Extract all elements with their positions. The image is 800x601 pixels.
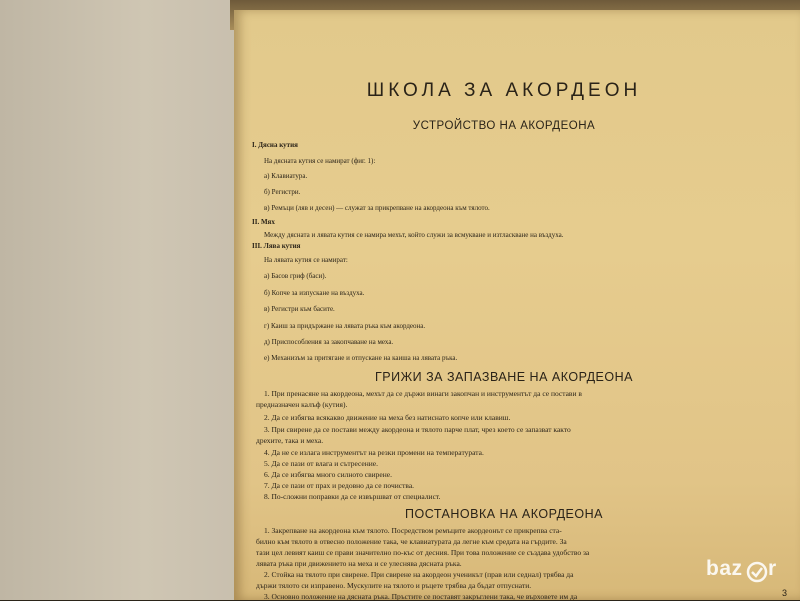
shield-icon xyxy=(746,561,768,583)
list-item: б) Копче за изпускане на въздуха. xyxy=(264,289,365,297)
list-item: 8. По-сложни поправки да се извършват от специалист. xyxy=(264,492,441,501)
list-item: а) Клавиатура. xyxy=(264,172,308,180)
text-line: тази цел левият каиш се прави значително по-къс от десния. При това положение се създава удобство за xyxy=(256,548,590,557)
text-line: На лявата кутия се намират: xyxy=(264,256,348,264)
list-item: д) Приспособления за закопчаване на меха. xyxy=(264,338,394,346)
text-line: лявата ръка при движението на меха и се улеснява дясната ръка. xyxy=(256,559,462,568)
text-line: Между дясната и лявата кутия се намира мехът, който служи за всмукване и изтласкване на въздуха. xyxy=(264,231,564,239)
list-item: 1. При пренасяне на акордеона, мехът да се държи винаги закопчан и инструментът да се постави в xyxy=(264,389,582,398)
section-heading-care: ГРИЖИ ЗА ЗАПАЗВАНЕ НА АКОРДЕОНА xyxy=(375,370,633,384)
list-item: 5. Да се пази от влага и сътресение. xyxy=(264,459,378,468)
subsection-bellows: II. Мях xyxy=(252,218,275,226)
text-line: държи тялото си изправено. Мускулите на тялото и ръцете трябва да бъдат отпуснати. xyxy=(256,581,532,590)
book-page xyxy=(234,10,800,600)
section-heading-posture: ПОСТАНОВКА НА АКОРДЕОНА xyxy=(405,507,603,521)
text-line: На дясната кутия се намират (фиг. 1): xyxy=(264,157,376,165)
text-line: 2. Стойка на тялото при свирене. При свирене на акордеон ученикът (прав или седнал) трябва да xyxy=(264,570,574,579)
text-line: 3. Основно положение на дясната ръка. Пръстите се поставят закръглени така, че върховете им да xyxy=(264,592,578,601)
subsection-right-box: I. Дясна кутия xyxy=(252,141,298,149)
background-left xyxy=(0,0,240,600)
list-item: 7. Да се пази от прах и редовно да се почиства. xyxy=(264,481,415,490)
text-line: 1. Закрепване на акордеона към тялото. Посредством ремъците акордеонът се прикрепва ста- xyxy=(264,526,562,535)
list-item: 2. Да се избягва всякакво движение на меха без натиснато копче или клавиш. xyxy=(264,413,511,422)
text-line: билно към тялото в отвесно положение така, че клавиатурата да легне към средата на гърдите. За xyxy=(256,537,567,546)
list-item: а) Басов гриф (баси). xyxy=(264,272,327,280)
list-item: 6. Да се избягва много силното свирене. xyxy=(264,470,392,479)
text-line: дрехите, така и меха. xyxy=(256,436,324,445)
list-item: в) Ремъци (ляв и десен) — служат за прикрепване на акордеона към тялото. xyxy=(264,204,490,212)
watermark-logo: baz r xyxy=(706,555,788,589)
list-item: 4. Да не се излага инструментът на резки промени на температурата. xyxy=(264,448,484,457)
list-item: е) Механизъм за притягане и отпускане на каиша на лявата ръка. xyxy=(264,354,458,362)
text-line: предназначен калъф (кутия). xyxy=(256,400,348,409)
page-number: 3 xyxy=(782,588,788,598)
page-title: ШКОЛА ЗА АКОРДЕОН xyxy=(366,80,642,101)
section-heading-structure: УСТРОЙСТВО НА АКОРДЕОНА xyxy=(412,120,596,132)
list-item: в) Регистри към басите. xyxy=(264,305,335,313)
list-item: б) Регистри. xyxy=(264,188,301,196)
subsection-left-box: III. Лява кутия xyxy=(252,242,301,250)
list-item: 3. При свирене да се постави между акордеона и тялото парче плат, чрез което се запазват както xyxy=(264,425,571,434)
list-item: г) Каиш за придържане на лявата ръка към акордеона. xyxy=(264,322,426,330)
